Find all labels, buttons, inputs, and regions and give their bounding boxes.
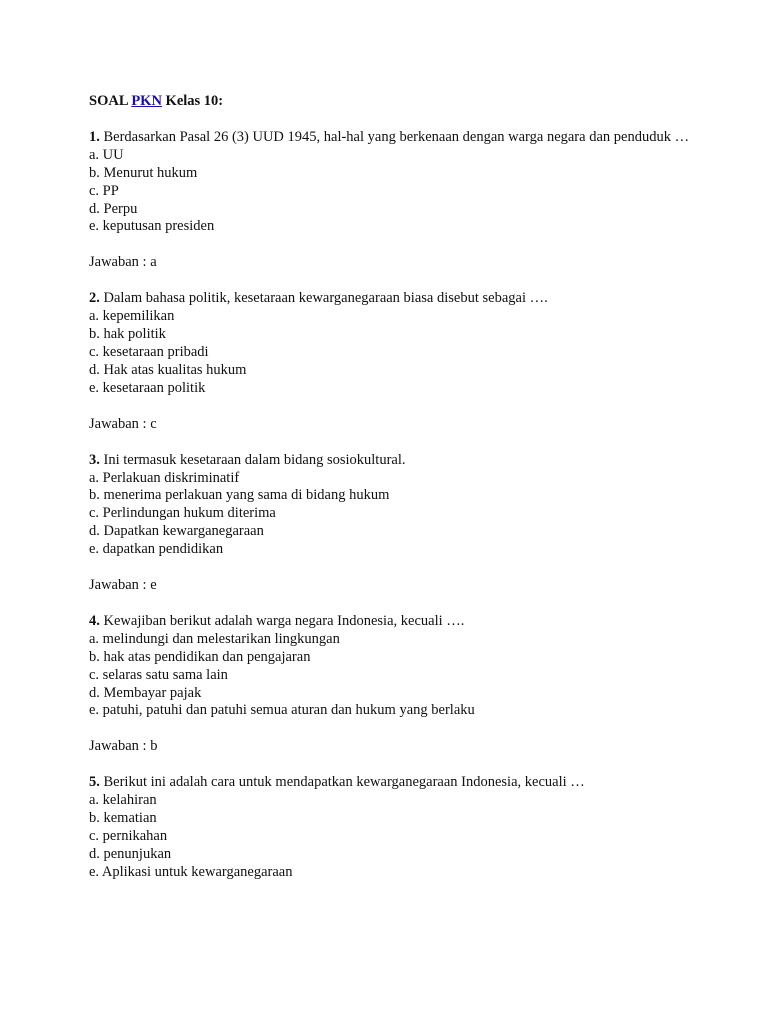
option-item: d. Perpu — [89, 200, 138, 217]
question-body: Berikut ini adalah cara untuk mendapatkan kewarganegaraan Indonesia, kecuali … — [103, 774, 585, 791]
option-item: c. kesetaraan pribadi — [89, 343, 209, 360]
document-page — [89, 93, 729, 882]
question-3 — [89, 452, 729, 595]
option-item: e. dapatkan pendidikan — [89, 541, 224, 558]
option-item: b. menerima perlakuan yang sama di bidang hukum — [89, 487, 390, 504]
question-text — [89, 290, 729, 308]
question-body: Ini termasuk kesetaraan dalam bidang sosiokultural. — [103, 451, 406, 468]
answer-line: Jawaban : b — [89, 738, 158, 755]
question-1 — [89, 129, 729, 272]
question-number: 5. — [89, 774, 100, 791]
option-list — [89, 308, 729, 398]
option-item: d. Hak atas kualitas hukum — [89, 361, 247, 378]
option-list — [89, 147, 729, 237]
question-body: Berdasarkan Pasal 26 (3) UUD 1945, hal-hal yang berkenaan dengan warga negara dan penduduk … — [103, 128, 690, 145]
question-body: Kewajiban berikut adalah warga negara Indonesia, kecuali …. — [103, 612, 465, 629]
option-item: e. keputusan presiden — [89, 218, 215, 235]
option-item: c. selaras satu sama lain — [89, 666, 228, 683]
option-item: e. patuhi, patuhi dan patuhi semua aturan dan hukum yang berlaku — [89, 702, 475, 719]
option-item: d. Dapatkan kewarganegaraan — [89, 523, 264, 540]
option-item: e. kesetaraan politik — [89, 379, 206, 396]
question-text — [89, 613, 729, 631]
question-number: 4. — [89, 612, 100, 629]
option-item: d. penunjukan — [89, 845, 172, 862]
question-number: 2. — [89, 290, 100, 307]
question-text — [89, 129, 729, 147]
question-text — [89, 452, 729, 470]
option-item: a. kepemilikan — [89, 308, 175, 325]
option-item: b. hak atas pendidikan dan pengajaran — [89, 648, 311, 665]
option-list — [89, 631, 729, 721]
option-list — [89, 792, 729, 882]
question-2 — [89, 290, 729, 433]
option-item: a. Perlakuan diskriminatif — [89, 469, 240, 486]
option-item: d. Membayar pajak — [89, 684, 202, 701]
option-list — [89, 470, 729, 560]
page-title — [89, 93, 729, 111]
title-prefix: SOAL — [89, 93, 128, 109]
question-4 — [89, 613, 729, 756]
answer-line: Jawaban : c — [89, 415, 157, 432]
option-item: c. Perlindungan hukum diterima — [89, 505, 276, 522]
option-item: b. Menurut hukum — [89, 164, 198, 181]
answer-line: Jawaban : a — [89, 254, 157, 271]
title-suffix: Kelas 10: — [165, 93, 224, 109]
option-item: c. PP — [89, 182, 119, 199]
pkn-link[interactable]: PKN — [131, 93, 162, 109]
option-item: a. UU — [89, 146, 124, 163]
question-list — [89, 129, 729, 882]
answer-line: Jawaban : e — [89, 577, 157, 594]
option-item: a. kelahiran — [89, 792, 157, 809]
option-item: a. melindungi dan melestarikan lingkungan — [89, 630, 340, 647]
question-5 — [89, 774, 729, 881]
option-item: b. hak politik — [89, 326, 166, 343]
question-body: Dalam bahasa politik, kesetaraan kewarganegaraan biasa disebut sebagai …. — [103, 290, 548, 307]
question-text — [89, 774, 729, 792]
option-item: b. kematian — [89, 810, 157, 827]
question-number: 1. — [89, 128, 100, 145]
question-number: 3. — [89, 451, 100, 468]
option-item: c. pernikahan — [89, 828, 168, 844]
option-item: e. Aplikasi untuk kewarganegaraan — [89, 863, 293, 880]
